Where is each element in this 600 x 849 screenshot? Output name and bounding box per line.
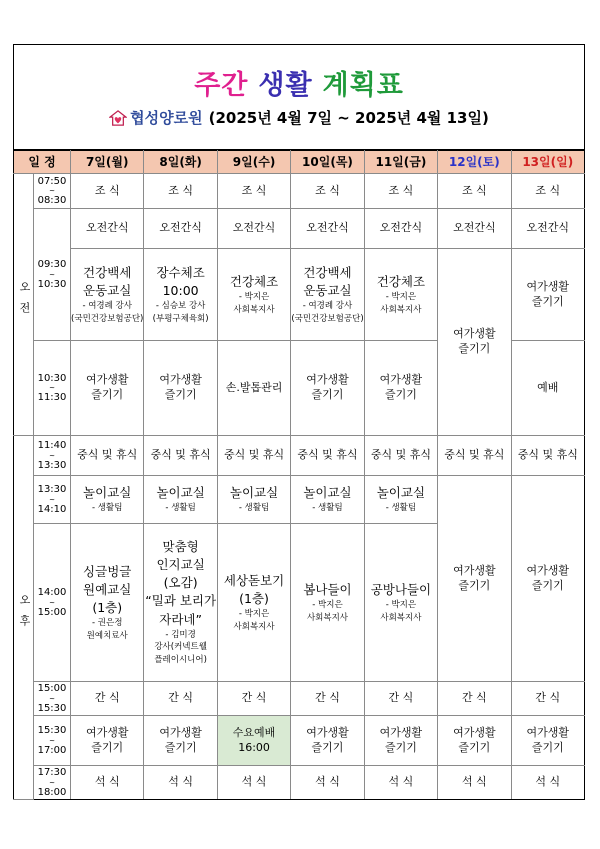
time-slot: 17:30 ~ 18:00 [34, 766, 71, 800]
am-snack-cell: 오전간식 [438, 209, 511, 249]
dinner-cell: 석 식 [438, 766, 511, 800]
day-header-sat: 12일(토) [438, 151, 511, 174]
time-slot: 11:40 ~ 13:30 [34, 436, 71, 476]
program-cell: 놀이교실 - 생활팀 [364, 476, 437, 524]
day-header-tue: 8일(화) [144, 151, 217, 174]
weekly-schedule-table [13, 150, 585, 800]
am-snack-cell: 오전간식 [217, 209, 290, 249]
program-cell: 건강백세 운동교실 - 여경례 강사 (국민건강보험공단) [71, 249, 144, 341]
leisure-cell: 여가생활 즐기기 [511, 476, 584, 682]
institution-name: 협성양로원 [130, 109, 203, 127]
date-range: (2025년 4월 7일 ~ 2025년 4월 13일) [208, 109, 489, 127]
table-row [14, 766, 585, 800]
pm-snack-cell: 간 식 [511, 682, 584, 716]
day-header-fri: 11일(금) [364, 151, 437, 174]
am-snack-cell: 오전간식 [511, 209, 584, 249]
table-row [14, 716, 585, 766]
pm-period-label: 오후 [14, 436, 34, 800]
lunch-cell: 중식 및 휴식 [364, 436, 437, 476]
leisure-cell: 여가생활 즐기기 [364, 341, 437, 436]
pm-snack-cell: 간 식 [438, 682, 511, 716]
title-word-1: 주간 [194, 70, 249, 101]
dinner-cell: 석 식 [144, 766, 217, 800]
pm-snack-cell: 간 식 [364, 682, 437, 716]
worship-cell: 예배 [511, 341, 584, 436]
leisure-cell: 여가생활 즐기기 [438, 716, 511, 766]
program-cell: 싱글벙글 원예교실 (1층) - 권은정 원예치료사 [71, 524, 144, 682]
table-row [14, 209, 585, 249]
day-header-sun: 13일(일) [511, 151, 584, 174]
leisure-cell: 여가생활 즐기기 [144, 341, 217, 436]
am-period-label: 오전 [14, 174, 34, 436]
breakfast-cell: 조 식 [364, 174, 437, 209]
leisure-cell: 여가생활 즐기기 [71, 716, 144, 766]
program-cell: 손.발톱관리 [217, 341, 290, 436]
dinner-cell: 석 식 [364, 766, 437, 800]
am-snack-cell: 오전간식 [364, 209, 437, 249]
leisure-cell: 여가생활 즐기기 [364, 716, 437, 766]
program-cell: 맞춤형 인지교실 (오감) “밀과 보리가 자라네” - 김미경 강사(커넥트웰 플레이시니어) [144, 524, 217, 682]
breakfast-cell: 조 식 [144, 174, 217, 209]
breakfast-cell: 조 식 [291, 174, 364, 209]
time-slot: 13:30 ~ 14:10 [34, 476, 71, 524]
program-cell: 세상돋보기 (1층) - 박지은 사회복지사 [217, 524, 290, 682]
program-cell: 놀이교실 - 생활팀 [71, 476, 144, 524]
breakfast-cell: 조 식 [511, 174, 584, 209]
leisure-cell: 여가생활 즐기기 [291, 716, 364, 766]
lunch-cell: 중식 및 휴식 [511, 436, 584, 476]
breakfast-cell: 조 식 [438, 174, 511, 209]
leisure-cell: 여가생활 즐기기 [291, 341, 364, 436]
time-slot: 07:50 ~ 08:30 [34, 174, 71, 209]
table-row [14, 476, 585, 524]
breakfast-cell: 조 식 [217, 174, 290, 209]
dinner-cell: 석 식 [511, 766, 584, 800]
program-cell: 건강체조 - 박지은 사회복지사 [364, 249, 437, 341]
am-snack-cell: 오전간식 [291, 209, 364, 249]
am-snack-cell: 오전간식 [71, 209, 144, 249]
pm-snack-cell: 간 식 [144, 682, 217, 716]
schedule-header: 일 정 [14, 151, 71, 174]
program-cell: 봄나들이 - 박지은 사회복지사 [291, 524, 364, 682]
breakfast-cell: 조 식 [71, 174, 144, 209]
title-box [13, 44, 585, 150]
leisure-cell: 여가생활 즐기기 [511, 249, 584, 341]
subtitle [14, 107, 584, 128]
title-word-3: 계획표 [322, 70, 404, 101]
am-snack-cell: 오전간식 [144, 209, 217, 249]
leisure-cell: 여가생활 즐기기 [438, 249, 511, 436]
table-row [14, 174, 585, 209]
heart-house-logo-icon [109, 110, 127, 126]
wednesday-worship-cell: 수요예배 16:00 [217, 716, 290, 766]
program-cell: 장수체조 10:00 - 심승보 강사 (부평구체육회) [144, 249, 217, 341]
time-slot: 10:30 ~ 11:30 [34, 341, 71, 436]
day-header-mon: 7일(월) [71, 151, 144, 174]
time-slot: 09:30 ~ 10:30 [34, 209, 71, 341]
time-slot: 15:30 ~ 17:00 [34, 716, 71, 766]
day-header-thu: 10일(목) [291, 151, 364, 174]
leisure-cell: 여가생활 즐기기 [71, 341, 144, 436]
pm-snack-cell: 간 식 [217, 682, 290, 716]
table-header-row [14, 151, 585, 174]
title-word-2: 생활 [258, 70, 313, 101]
dinner-cell: 석 식 [291, 766, 364, 800]
pm-snack-cell: 간 식 [291, 682, 364, 716]
program-cell: 놀이교실 - 생활팀 [144, 476, 217, 524]
lunch-cell: 중식 및 휴식 [144, 436, 217, 476]
table-row [14, 249, 585, 341]
program-cell: 놀이교실 - 생활팀 [291, 476, 364, 524]
dinner-cell: 석 식 [217, 766, 290, 800]
leisure-cell: 여가생활 즐기기 [144, 716, 217, 766]
program-cell: 건강체조 - 박지은 사회복지사 [217, 249, 290, 341]
page-title [14, 63, 584, 102]
program-cell: 건강백세 운동교실 - 여경례 강사 (국민건강보험공단) [291, 249, 364, 341]
time-slot: 14:00 ~ 15:00 [34, 524, 71, 682]
program-cell: 공방나들이 - 박지은 사회복지사 [364, 524, 437, 682]
table-row [14, 436, 585, 476]
lunch-cell: 중식 및 휴식 [71, 436, 144, 476]
time-slot: 15:00 ~ 15:30 [34, 682, 71, 716]
dinner-cell: 석 식 [71, 766, 144, 800]
pm-snack-cell: 간 식 [71, 682, 144, 716]
lunch-cell: 중식 및 휴식 [438, 436, 511, 476]
program-cell: 놀이교실 - 생활팀 [217, 476, 290, 524]
day-header-wed: 9일(수) [217, 151, 290, 174]
lunch-cell: 중식 및 휴식 [291, 436, 364, 476]
leisure-cell: 여가생활 즐기기 [511, 716, 584, 766]
table-row [14, 682, 585, 716]
leisure-cell: 여가생활 즐기기 [438, 476, 511, 682]
lunch-cell: 중식 및 휴식 [217, 436, 290, 476]
